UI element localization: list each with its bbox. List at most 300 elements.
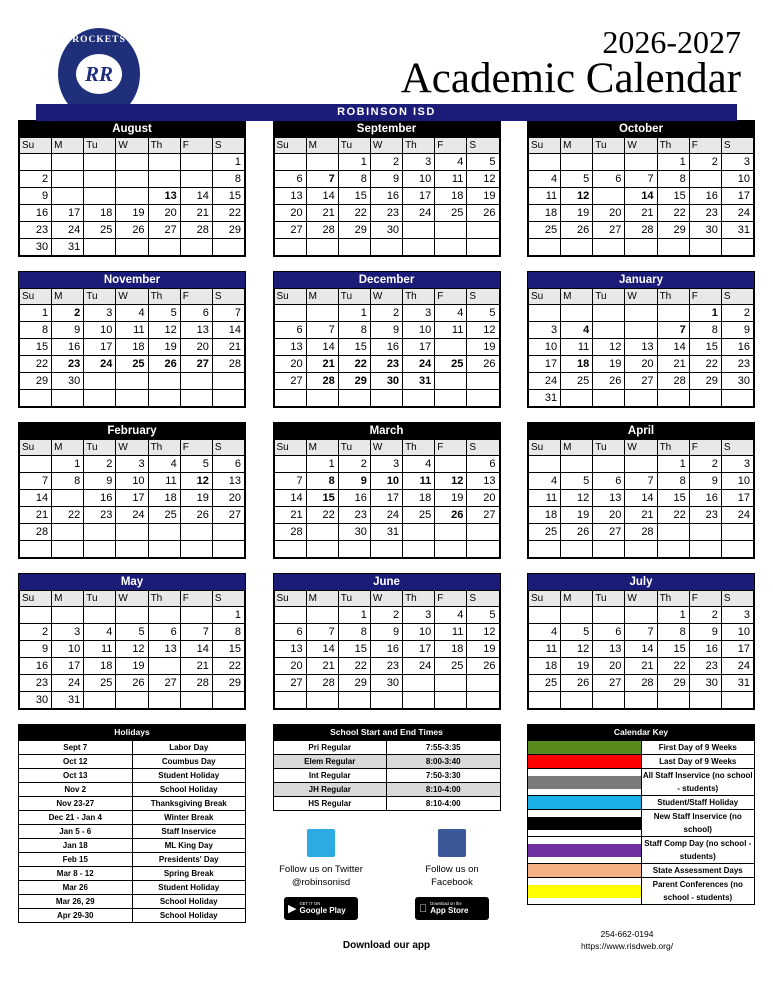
day-cell[interactable]: 23 [689, 507, 721, 524]
day-cell[interactable]: 17 [403, 339, 435, 356]
day-cell[interactable]: 21 [306, 356, 338, 373]
day-cell[interactable]: 18 [148, 490, 180, 507]
day-cell[interactable]: 25 [529, 524, 561, 541]
day-cell[interactable]: 23 [689, 205, 721, 222]
day-cell[interactable]: 19 [435, 490, 467, 507]
day-cell[interactable]: 25 [435, 356, 467, 373]
day-cell[interactable]: 17 [84, 339, 116, 356]
day-cell[interactable]: 29 [306, 524, 338, 541]
day-cell[interactable]: 14 [180, 188, 212, 205]
day-cell[interactable]: 14 [625, 490, 657, 507]
day-cell[interactable]: 12 [116, 641, 148, 658]
day-cell[interactable]: 6 [593, 624, 625, 641]
day-cell[interactable]: 26 [467, 658, 499, 675]
day-cell[interactable]: 12 [467, 171, 499, 188]
day-cell[interactable]: 25 [116, 356, 148, 373]
day-cell[interactable]: 5 [116, 171, 148, 188]
day-cell[interactable]: 1 [52, 456, 84, 473]
day-cell[interactable]: 10 [370, 473, 402, 490]
day-cell[interactable]: 24 [52, 675, 84, 692]
day-cell[interactable]: 23 [338, 507, 370, 524]
day-cell[interactable]: 2 [20, 624, 52, 641]
day-cell[interactable]: 7 [180, 171, 212, 188]
day-cell[interactable]: 5 [435, 456, 467, 473]
day-cell[interactable]: 4 [116, 305, 148, 322]
day-cell[interactable]: 10 [52, 188, 84, 205]
day-cell[interactable]: 3 [52, 171, 84, 188]
day-cell[interactable]: 22 [657, 507, 689, 524]
day-cell[interactable]: 30 [52, 373, 84, 390]
day-cell[interactable]: 20 [593, 658, 625, 675]
day-cell[interactable]: 7 [274, 473, 306, 490]
day-cell[interactable]: 28 [306, 675, 338, 692]
day-cell[interactable]: 26 [148, 356, 180, 373]
day-cell[interactable]: 27 [625, 373, 657, 390]
day-cell[interactable]: 20 [274, 658, 306, 675]
day-cell[interactable]: 5 [561, 473, 593, 490]
facebook-icon[interactable] [438, 829, 466, 857]
day-cell[interactable]: 13 [274, 188, 306, 205]
day-cell[interactable]: 6 [212, 456, 244, 473]
day-cell[interactable]: 16 [689, 188, 721, 205]
day-cell[interactable]: 28 [657, 373, 689, 390]
day-cell[interactable]: 10 [721, 171, 753, 188]
day-cell[interactable]: 16 [370, 188, 402, 205]
day-cell[interactable]: 12 [593, 339, 625, 356]
day-cell[interactable]: 18 [84, 658, 116, 675]
day-cell[interactable]: 21 [180, 658, 212, 675]
day-cell[interactable]: 19 [467, 188, 499, 205]
day-cell[interactable]: 19 [561, 658, 593, 675]
day-cell[interactable]: 21 [180, 205, 212, 222]
day-cell[interactable]: 5 [561, 171, 593, 188]
day-cell[interactable]: 23 [20, 222, 52, 239]
day-cell[interactable]: 13 [467, 473, 499, 490]
day-cell[interactable]: 6 [593, 171, 625, 188]
day-cell[interactable]: 19 [116, 205, 148, 222]
day-cell[interactable]: 7 [212, 305, 244, 322]
day-cell[interactable]: 7 [657, 322, 689, 339]
day-cell[interactable]: 10 [52, 641, 84, 658]
day-cell[interactable]: 13 [593, 188, 625, 205]
day-cell[interactable]: 20 [593, 205, 625, 222]
day-cell[interactable]: 15 [338, 641, 370, 658]
day-cell[interactable]: 15 [306, 490, 338, 507]
day-cell[interactable]: 23 [20, 675, 52, 692]
day-cell[interactable]: 30 [721, 373, 753, 390]
day-cell[interactable]: 20 [180, 339, 212, 356]
day-cell[interactable]: 6 [274, 171, 306, 188]
day-cell[interactable]: 15 [657, 641, 689, 658]
day-cell[interactable]: 6 [467, 456, 499, 473]
day-cell[interactable]: 4 [435, 154, 467, 171]
day-cell[interactable]: 22 [657, 658, 689, 675]
day-cell[interactable]: 11 [84, 188, 116, 205]
day-cell[interactable]: 25 [403, 507, 435, 524]
day-cell[interactable]: 7 [306, 171, 338, 188]
day-cell[interactable]: 20 [148, 205, 180, 222]
day-cell[interactable]: 5 [116, 624, 148, 641]
day-cell[interactable]: 15 [657, 188, 689, 205]
day-cell[interactable]: 13 [274, 339, 306, 356]
day-cell[interactable]: 19 [593, 356, 625, 373]
day-cell[interactable]: 15 [338, 188, 370, 205]
day-cell[interactable]: 29 [212, 222, 244, 239]
day-cell[interactable]: 30 [689, 524, 721, 541]
day-cell[interactable]: 26 [561, 524, 593, 541]
day-cell[interactable]: 27 [180, 356, 212, 373]
day-cell[interactable]: 9 [689, 171, 721, 188]
day-cell[interactable]: 22 [338, 658, 370, 675]
day-cell[interactable]: 20 [274, 356, 306, 373]
day-cell[interactable]: 18 [529, 205, 561, 222]
day-cell[interactable]: 13 [593, 490, 625, 507]
day-cell[interactable]: 21 [20, 507, 52, 524]
day-cell[interactable]: 9 [370, 322, 402, 339]
day-cell[interactable]: 15 [212, 641, 244, 658]
day-cell[interactable]: 3 [529, 322, 561, 339]
day-cell[interactable]: 28 [180, 222, 212, 239]
day-cell[interactable]: 26 [180, 507, 212, 524]
day-cell[interactable]: 21 [274, 507, 306, 524]
day-cell[interactable]: 19 [467, 641, 499, 658]
day-cell[interactable]: 3 [403, 607, 435, 624]
day-cell[interactable]: 28 [625, 524, 657, 541]
day-cell[interactable]: 19 [180, 490, 212, 507]
day-cell[interactable]: 4 [529, 473, 561, 490]
day-cell[interactable]: 10 [403, 624, 435, 641]
day-cell[interactable]: 5 [467, 607, 499, 624]
day-cell[interactable]: 17 [721, 490, 753, 507]
day-cell[interactable]: 18 [529, 507, 561, 524]
day-cell[interactable]: 9 [84, 473, 116, 490]
day-cell[interactable]: 5 [467, 154, 499, 171]
day-cell[interactable]: 3 [403, 305, 435, 322]
day-cell[interactable]: 27 [274, 373, 306, 390]
day-cell[interactable]: 12 [180, 473, 212, 490]
day-cell[interactable]: 3 [721, 456, 753, 473]
day-cell[interactable]: 18 [435, 641, 467, 658]
day-cell[interactable]: 12 [116, 188, 148, 205]
day-cell[interactable]: 30 [370, 373, 402, 390]
day-cell[interactable]: 18 [116, 339, 148, 356]
day-cell[interactable]: 23 [689, 658, 721, 675]
day-cell[interactable]: 10 [529, 339, 561, 356]
day-cell[interactable]: 13 [148, 188, 180, 205]
day-cell[interactable]: 21 [306, 658, 338, 675]
day-cell[interactable]: 29 [20, 373, 52, 390]
day-cell[interactable]: 8 [657, 171, 689, 188]
day-cell[interactable]: 1 [689, 305, 721, 322]
day-cell[interactable]: 19 [116, 658, 148, 675]
day-cell[interactable]: 15 [657, 490, 689, 507]
day-cell[interactable]: 21 [625, 507, 657, 524]
day-cell[interactable]: 28 [306, 373, 338, 390]
day-cell[interactable]: 12 [561, 188, 593, 205]
day-cell[interactable]: 25 [529, 222, 561, 239]
day-cell[interactable]: 20 [593, 507, 625, 524]
day-cell[interactable]: 10 [84, 322, 116, 339]
day-cell[interactable]: 31 [529, 390, 561, 407]
day-cell[interactable]: 3 [52, 624, 84, 641]
day-cell[interactable]: 9 [20, 188, 52, 205]
day-cell[interactable]: 4 [529, 171, 561, 188]
day-cell[interactable]: 5 [180, 456, 212, 473]
day-cell[interactable]: 26 [116, 675, 148, 692]
day-cell[interactable]: 1 [657, 456, 689, 473]
day-cell[interactable]: 1 [212, 607, 244, 624]
day-cell[interactable]: 23 [721, 356, 753, 373]
day-cell[interactable]: 8 [338, 171, 370, 188]
day-cell[interactable]: 16 [20, 205, 52, 222]
day-cell[interactable]: 28 [625, 675, 657, 692]
day-cell[interactable]: 27 [274, 675, 306, 692]
day-cell[interactable]: 6 [148, 624, 180, 641]
day-cell[interactable]: 14 [625, 641, 657, 658]
day-cell[interactable]: 18 [435, 188, 467, 205]
day-cell[interactable]: 28 [180, 675, 212, 692]
day-cell[interactable]: 26 [435, 507, 467, 524]
day-cell[interactable]: 4 [529, 624, 561, 641]
google-play-badge[interactable] [284, 897, 358, 920]
day-cell[interactable]: 1 [20, 305, 52, 322]
day-cell[interactable]: 11 [435, 171, 467, 188]
day-cell[interactable]: 27 [148, 222, 180, 239]
day-cell[interactable]: 8 [657, 624, 689, 641]
day-cell[interactable]: 28 [212, 356, 244, 373]
day-cell[interactable]: 2 [370, 305, 402, 322]
day-cell[interactable]: 25 [148, 507, 180, 524]
day-cell[interactable]: 19 [148, 339, 180, 356]
day-cell[interactable]: 19 [467, 339, 499, 356]
day-cell[interactable]: 29 [657, 222, 689, 239]
day-cell[interactable]: 26 [116, 222, 148, 239]
day-cell[interactable]: 24 [84, 356, 116, 373]
day-cell[interactable]: 7 [306, 624, 338, 641]
day-cell[interactable]: 17 [52, 658, 84, 675]
day-cell[interactable]: 30 [20, 692, 52, 709]
day-cell[interactable]: 17 [403, 188, 435, 205]
day-cell[interactable]: 10 [403, 171, 435, 188]
day-cell[interactable]: 14 [306, 188, 338, 205]
day-cell[interactable]: 26 [561, 222, 593, 239]
day-cell[interactable]: 4 [435, 607, 467, 624]
day-cell[interactable]: 15 [52, 490, 84, 507]
day-cell[interactable]: 5 [561, 624, 593, 641]
day-cell[interactable]: 28 [20, 524, 52, 541]
day-cell[interactable]: 2 [370, 154, 402, 171]
day-cell[interactable]: 2 [689, 456, 721, 473]
day-cell[interactable]: 11 [403, 473, 435, 490]
day-cell[interactable]: 31 [721, 222, 753, 239]
day-cell[interactable]: 3 [370, 456, 402, 473]
day-cell[interactable]: 4 [84, 171, 116, 188]
day-cell[interactable]: 26 [593, 373, 625, 390]
day-cell[interactable]: 16 [721, 339, 753, 356]
day-cell[interactable]: 7 [180, 624, 212, 641]
day-cell[interactable]: 9 [370, 171, 402, 188]
day-cell[interactable]: 26 [561, 675, 593, 692]
day-cell[interactable]: 18 [529, 658, 561, 675]
day-cell[interactable]: 30 [20, 239, 52, 256]
day-cell[interactable]: 23 [370, 205, 402, 222]
day-cell[interactable]: 11 [435, 322, 467, 339]
day-cell[interactable]: 8 [338, 624, 370, 641]
day-cell[interactable]: 17 [370, 490, 402, 507]
day-cell[interactable]: 20 [148, 658, 180, 675]
day-cell[interactable]: 11 [148, 473, 180, 490]
day-cell[interactable]: 7 [306, 322, 338, 339]
day-cell[interactable]: 6 [180, 305, 212, 322]
app-store-badge[interactable] [415, 897, 489, 920]
day-cell[interactable]: 25 [84, 675, 116, 692]
day-cell[interactable]: 14 [20, 490, 52, 507]
day-cell[interactable]: 4 [435, 305, 467, 322]
day-cell[interactable]: 25 [84, 222, 116, 239]
day-cell[interactable]: 9 [721, 322, 753, 339]
day-cell[interactable]: 16 [52, 339, 84, 356]
day-cell[interactable]: 2 [338, 456, 370, 473]
day-cell[interactable]: 20 [212, 490, 244, 507]
day-cell[interactable]: 15 [338, 339, 370, 356]
day-cell[interactable]: 23 [52, 356, 84, 373]
day-cell[interactable]: 22 [338, 205, 370, 222]
day-cell[interactable]: 21 [625, 658, 657, 675]
day-cell[interactable]: 27 [593, 524, 625, 541]
day-cell[interactable]: 2 [52, 305, 84, 322]
day-cell[interactable]: 16 [689, 641, 721, 658]
day-cell[interactable]: 22 [212, 658, 244, 675]
day-cell[interactable]: 24 [116, 507, 148, 524]
day-cell[interactable]: 30 [338, 524, 370, 541]
day-cell[interactable]: 17 [116, 490, 148, 507]
day-cell[interactable]: 2 [370, 607, 402, 624]
day-cell[interactable]: 16 [689, 490, 721, 507]
day-cell[interactable]: 8 [338, 322, 370, 339]
day-cell[interactable]: 17 [403, 641, 435, 658]
day-cell[interactable]: 15 [20, 339, 52, 356]
day-cell[interactable]: 8 [212, 624, 244, 641]
day-cell[interactable]: 21 [306, 205, 338, 222]
day-cell[interactable]: 3 [721, 607, 753, 624]
day-cell[interactable]: 8 [52, 473, 84, 490]
day-cell[interactable]: 23 [84, 507, 116, 524]
day-cell[interactable]: 18 [435, 339, 467, 356]
twitter-block[interactable] [273, 829, 370, 920]
day-cell[interactable]: 14 [306, 641, 338, 658]
day-cell[interactable]: 30 [689, 222, 721, 239]
day-cell[interactable]: 19 [561, 205, 593, 222]
day-cell[interactable]: 23 [370, 356, 402, 373]
day-cell[interactable]: 4 [84, 624, 116, 641]
day-cell[interactable]: 14 [657, 339, 689, 356]
day-cell[interactable]: 9 [52, 322, 84, 339]
day-cell[interactable]: 16 [370, 339, 402, 356]
day-cell[interactable]: 1 [657, 607, 689, 624]
day-cell[interactable]: 29 [657, 524, 689, 541]
day-cell[interactable]: 24 [529, 373, 561, 390]
day-cell[interactable]: 1 [212, 154, 244, 171]
day-cell[interactable]: 16 [84, 490, 116, 507]
day-cell[interactable]: 15 [212, 188, 244, 205]
day-cell[interactable]: 24 [403, 356, 435, 373]
day-cell[interactable]: 22 [657, 205, 689, 222]
day-cell[interactable]: 27 [212, 507, 244, 524]
day-cell[interactable]: 26 [467, 205, 499, 222]
day-cell[interactable]: 9 [20, 641, 52, 658]
day-cell[interactable]: 7 [20, 473, 52, 490]
day-cell[interactable]: 6 [148, 171, 180, 188]
day-cell[interactable]: 29 [338, 675, 370, 692]
day-cell[interactable]: 11 [529, 490, 561, 507]
day-cell[interactable]: 2 [689, 154, 721, 171]
day-cell[interactable]: 9 [689, 624, 721, 641]
day-cell[interactable]: 11 [561, 339, 593, 356]
day-cell[interactable]: 12 [561, 490, 593, 507]
day-cell[interactable]: 14 [212, 322, 244, 339]
day-cell[interactable]: 4 [403, 456, 435, 473]
day-cell[interactable]: 5 [467, 305, 499, 322]
day-cell[interactable]: 24 [721, 507, 753, 524]
day-cell[interactable]: 29 [657, 675, 689, 692]
day-cell[interactable]: 8 [657, 473, 689, 490]
day-cell[interactable]: 3 [403, 154, 435, 171]
day-cell[interactable]: 14 [306, 339, 338, 356]
day-cell[interactable]: 17 [529, 356, 561, 373]
day-cell[interactable]: 12 [467, 322, 499, 339]
day-cell[interactable]: 28 [274, 524, 306, 541]
day-cell[interactable]: 6 [625, 322, 657, 339]
day-cell[interactable]: 24 [721, 658, 753, 675]
day-cell[interactable]: 24 [403, 658, 435, 675]
day-cell[interactable]: 29 [338, 373, 370, 390]
day-cell[interactable]: 27 [467, 507, 499, 524]
day-cell[interactable]: 4 [148, 456, 180, 473]
day-cell[interactable]: 21 [625, 205, 657, 222]
day-cell[interactable]: 24 [52, 222, 84, 239]
day-cell[interactable]: 5 [148, 305, 180, 322]
day-cell[interactable]: 6 [274, 624, 306, 641]
day-cell[interactable]: 12 [435, 473, 467, 490]
day-cell[interactable]: 28 [625, 222, 657, 239]
day-cell[interactable]: 15 [689, 339, 721, 356]
day-cell[interactable]: 12 [148, 322, 180, 339]
day-cell[interactable]: 20 [274, 205, 306, 222]
day-cell[interactable]: 25 [529, 675, 561, 692]
day-cell[interactable]: 8 [20, 322, 52, 339]
day-cell[interactable]: 8 [212, 171, 244, 188]
day-cell[interactable]: 25 [435, 658, 467, 675]
day-cell[interactable]: 20 [625, 356, 657, 373]
day-cell[interactable]: 25 [561, 373, 593, 390]
day-cell[interactable]: 2 [84, 456, 116, 473]
facebook-block[interactable] [404, 829, 501, 920]
day-cell[interactable]: 11 [529, 188, 561, 205]
day-cell[interactable]: 10 [116, 473, 148, 490]
day-cell[interactable]: 31 [52, 692, 84, 709]
twitter-icon[interactable] [307, 829, 335, 857]
day-cell[interactable]: 1 [306, 456, 338, 473]
day-cell[interactable]: 31 [403, 373, 435, 390]
day-cell[interactable]: 8 [689, 322, 721, 339]
day-cell[interactable]: 16 [20, 658, 52, 675]
day-cell[interactable]: 24 [721, 205, 753, 222]
day-cell[interactable]: 2 [689, 607, 721, 624]
day-cell[interactable]: 27 [593, 675, 625, 692]
day-cell[interactable]: 3 [84, 305, 116, 322]
day-cell[interactable]: 24 [370, 507, 402, 524]
day-cell[interactable]: 29 [338, 222, 370, 239]
